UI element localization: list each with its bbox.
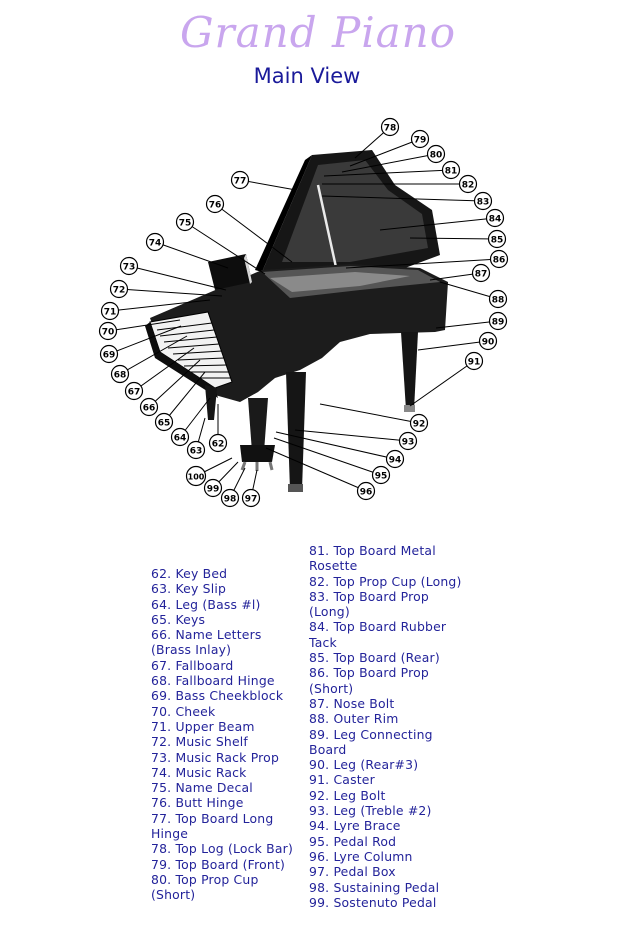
callout-number: 78 (383, 123, 397, 134)
part-list-item: 98. Sustaining Pedal (309, 879, 440, 895)
part-list-item: 80. Top Prop Cup (Short) (151, 871, 259, 903)
callout-71 (102, 303, 119, 320)
callout-92 (411, 415, 428, 432)
callout-number: 68 (113, 370, 127, 381)
callout-number: 64 (173, 433, 187, 444)
part-list-item: 93. Leg (Treble #2) (309, 803, 432, 819)
callout-number: 66 (142, 403, 156, 414)
callout-83 (475, 193, 492, 210)
callout-72 (111, 281, 128, 298)
callout-93 (400, 433, 417, 450)
part-list-item: 73. Music Rack Prop (151, 749, 280, 765)
part-list-item: 68. Fallboard Hinge (151, 673, 275, 689)
callout-number: 99 (206, 484, 220, 495)
part-list-item: 86. Top Board Prop (Short) (309, 665, 429, 696)
part-list-item: 89. Leg Connecting Board (309, 726, 433, 757)
callout-number: 94 (388, 455, 402, 466)
callout-number: 97 (244, 494, 258, 505)
callout-97 (243, 490, 260, 507)
leader-line (295, 430, 408, 441)
callout-number: 98 (223, 494, 237, 505)
part-list-item: 88. Outer Rim (309, 711, 399, 727)
part-list-item: 97. Pedal Box (309, 864, 396, 880)
callout-67 (126, 383, 143, 400)
part-list-item: 70. Cheek (151, 703, 216, 719)
part-list-item: 78. Top Log (Lock Bar) (151, 841, 294, 857)
callout-80 (428, 146, 445, 163)
callout-94 (387, 451, 404, 468)
callout-number: 91 (467, 357, 481, 368)
callout-number: 83 (476, 197, 490, 208)
callout-84 (487, 210, 504, 227)
callout-number: 82 (461, 180, 475, 191)
part-list-item: 64. Leg (Bass #l) (151, 596, 261, 612)
part-list-item: 82. Top Prop Cup (Long) (309, 573, 462, 589)
callout-number: 67 (127, 387, 141, 398)
part-list-item: 69. Bass Cheekblock (151, 688, 284, 704)
callout-86 (491, 251, 508, 268)
callout-number: 65 (157, 418, 171, 429)
callout-number: 77 (233, 176, 247, 187)
callout-number: 80 (429, 150, 443, 161)
callout-77 (232, 172, 249, 189)
callout-89 (490, 313, 507, 330)
callout-number: 93 (401, 437, 415, 448)
callout-90 (480, 333, 497, 350)
callout-85 (489, 231, 506, 248)
callout-99 (205, 480, 222, 497)
callout-number: 69 (102, 350, 116, 361)
callout-62 (210, 435, 227, 452)
callout-68 (112, 366, 129, 383)
callout-95 (373, 467, 390, 484)
callout-73 (121, 258, 138, 275)
part-list-item: 99. Sostenuto Pedal (309, 894, 437, 910)
page-subtitle: Main View (253, 64, 361, 88)
part-list-item: 62. Key Bed (151, 566, 228, 581)
callout-75 (177, 214, 194, 231)
part-list-item: 83. Top Board Prop (Long) (309, 588, 429, 620)
part-list-item: 65. Keys (151, 611, 206, 627)
callout-number: 89 (491, 317, 505, 328)
part-list-item: 77. Top Board Long Hinge (151, 810, 274, 842)
callout-number: 76 (208, 200, 222, 211)
part-list-item: 76. Butt Hinge (151, 795, 244, 811)
part-list-item: 72. Music Shelf (151, 734, 248, 750)
leader-line (418, 341, 488, 350)
part-list-item: 87. Nose Bolt (309, 695, 395, 711)
callout-number: 81 (444, 166, 458, 177)
callout-96 (358, 483, 375, 500)
callout-number: 87 (474, 269, 488, 280)
callout-number: 100 (187, 472, 205, 482)
callout-number: 95 (374, 471, 388, 482)
callout-100 (187, 467, 206, 486)
callout-66 (141, 399, 158, 416)
part-list-item: 75. Name Decal (151, 780, 253, 796)
callout-70 (100, 323, 117, 340)
callout-91 (466, 353, 483, 370)
part-list-item: 84. Top Board Rubber Tack (309, 619, 447, 650)
callout-number: 63 (189, 446, 203, 457)
callout-number: 96 (359, 487, 373, 498)
leader-line (119, 289, 222, 296)
callout-number: 75 (178, 218, 192, 229)
callout-65 (156, 414, 173, 431)
part-list-item: 96. Lyre Column (309, 848, 413, 864)
callout-74 (147, 234, 164, 251)
callout-78 (382, 119, 399, 136)
page-title: Grand Piano (179, 8, 457, 57)
leader-line (155, 242, 228, 268)
callout-98 (222, 490, 239, 507)
callout-number: 73 (122, 262, 136, 273)
leader-line (266, 448, 366, 491)
leader-line (164, 372, 205, 422)
part-list-item: 85. Top Board (Rear) (309, 650, 440, 666)
callout-number: 92 (412, 419, 426, 430)
callout-87 (473, 265, 490, 282)
callout-64 (172, 429, 189, 446)
callout-69 (101, 346, 118, 363)
part-list-item: 91. Caster (309, 772, 375, 788)
callout-number: 62 (211, 439, 225, 450)
callout-79 (412, 131, 429, 148)
part-list-item: 81. Top Board Metal Rosette (309, 543, 436, 574)
part-list-item: 90. Leg (Rear#3) (309, 757, 419, 773)
callout-number: 86 (492, 255, 506, 266)
callout-76 (207, 196, 224, 213)
callout-81 (443, 162, 460, 179)
callout-number: 72 (112, 285, 126, 296)
part-list-item: 66. Name Letters (Brass Inlay) (151, 627, 262, 658)
part-list-item: 71. Upper Beam (151, 718, 255, 734)
callout-number: 84 (488, 214, 502, 225)
part-list-item: 67. Fallboard (151, 657, 234, 673)
part-list-item: 63. Key Slip (151, 581, 227, 597)
parts-list-right (309, 543, 469, 910)
callout-number: 79 (413, 135, 427, 146)
callout-63 (188, 442, 205, 459)
callout-number: 88 (491, 295, 505, 306)
callout-number: 70 (101, 327, 115, 338)
parts-list-left (151, 566, 303, 903)
callout-number: 90 (481, 337, 495, 348)
callout-number: 74 (148, 238, 162, 249)
callout-88 (490, 291, 507, 308)
callout-82 (460, 176, 477, 193)
callout-number: 85 (490, 235, 504, 246)
part-list-item: 74. Music Rack (151, 764, 247, 780)
part-list-item: 79. Top Board (Front) (151, 856, 286, 872)
part-list-item: 94. Lyre Brace (309, 818, 401, 834)
leader-line (410, 361, 474, 406)
callout-number: 71 (103, 307, 117, 318)
part-list-item: 95. Pedal Rod (309, 833, 397, 849)
part-list-item: 92. Leg Bolt (309, 787, 386, 803)
